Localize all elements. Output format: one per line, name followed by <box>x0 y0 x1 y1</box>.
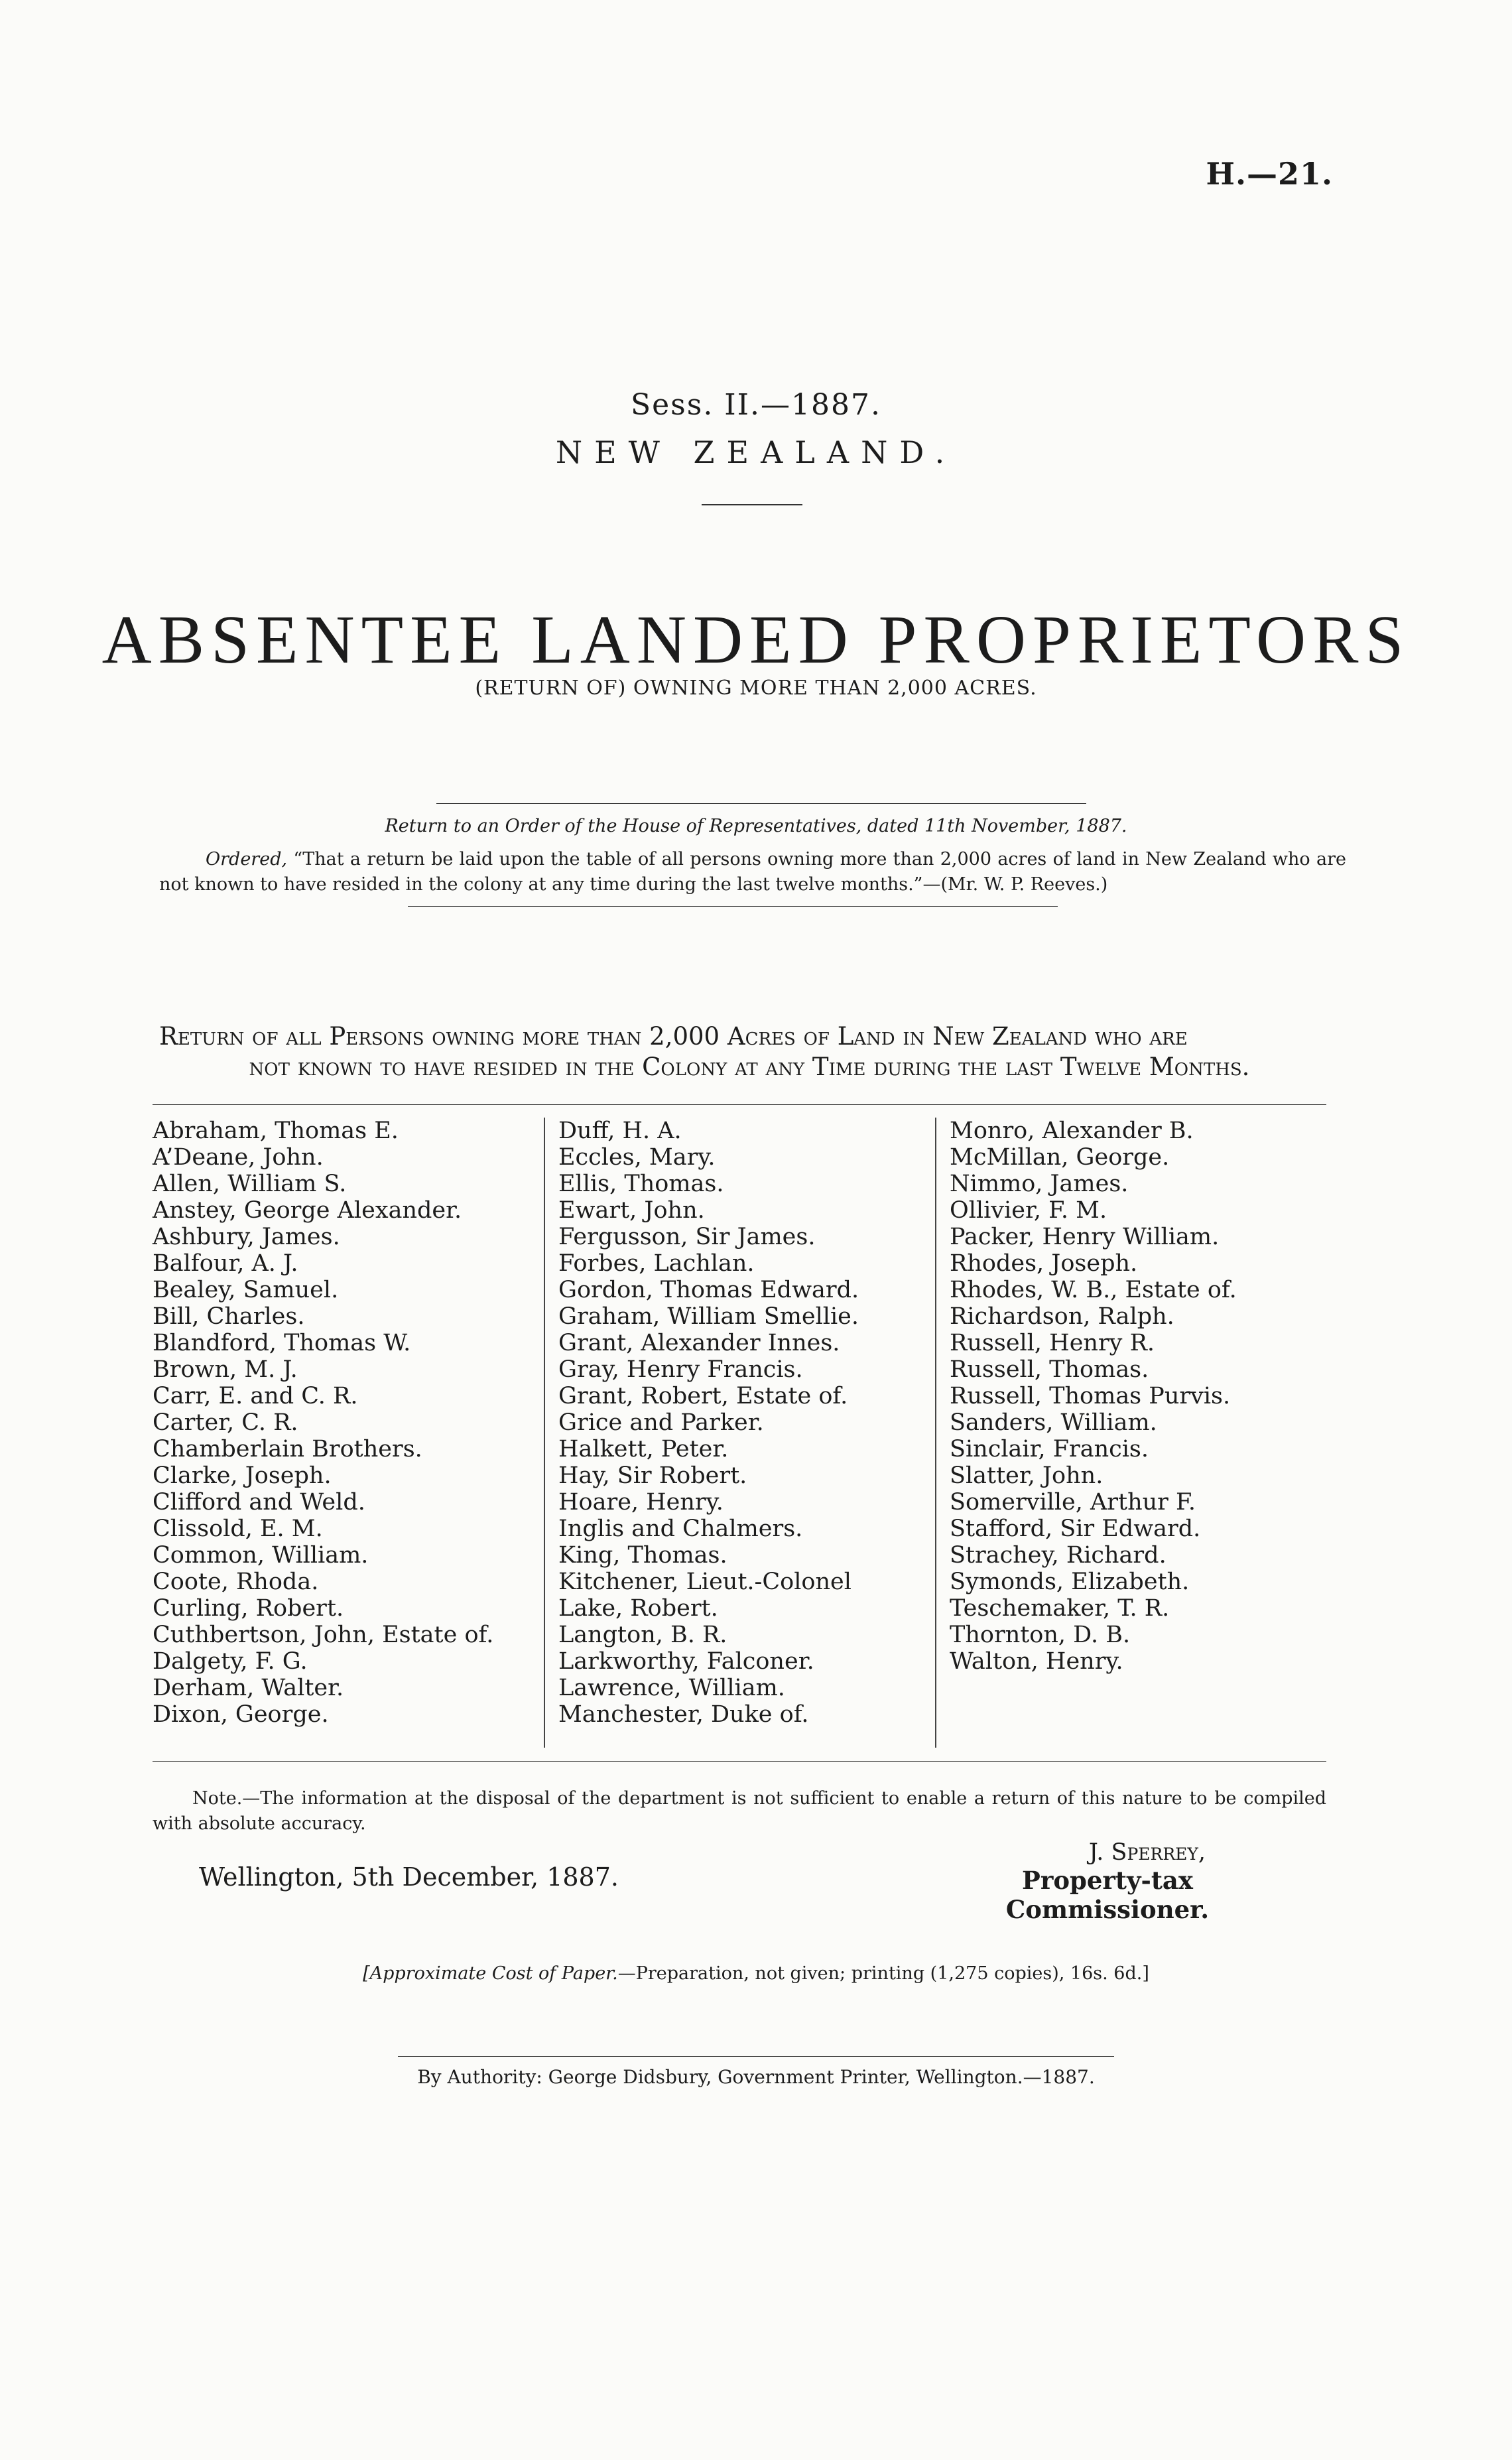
name-entry: Strachey, Richard. <box>950 1542 1166 1569</box>
divider-table-top <box>153 1104 1326 1105</box>
name-entry: Bealey, Samuel. <box>153 1277 339 1303</box>
names-table <box>153 1118 1326 1748</box>
name-entry: Chamberlain Brothers. <box>153 1436 422 1462</box>
divider-short <box>702 504 802 505</box>
name-entry: Hay, Sir Robert. <box>558 1462 747 1489</box>
cost-text: —Preparation, not given; printing (1,275 copies), 16s. 6d.] <box>617 1963 1149 1984</box>
name-entry: Grant, Alexander Innes. <box>558 1330 840 1356</box>
name-entry: Stafford, Sir Edward. <box>950 1516 1201 1542</box>
name-entry: Lawrence, William. <box>558 1675 785 1701</box>
name-entry: Larkworthy, Falconer. <box>558 1648 814 1675</box>
ordered-label: Ordered, <box>206 849 288 870</box>
country-label: NEW ZEALAND. <box>555 434 957 470</box>
name-entry: Symonds, Elizabeth. <box>950 1569 1190 1595</box>
document-title: ABSENTEE LANDED PROPRIETORS <box>101 602 1411 678</box>
order-text <box>159 847 1346 897</box>
name-entry: Sanders, William. <box>950 1409 1157 1436</box>
name-entry: Clissold, E. M. <box>153 1516 323 1542</box>
name-entry: Russell, Thomas Purvis. <box>950 1383 1231 1409</box>
name-entry: Ewart, John. <box>558 1197 705 1224</box>
name-entry: Grant, Robert, Estate of. <box>558 1383 848 1409</box>
name-entry: Monro, Alexander B. <box>950 1118 1194 1144</box>
signer-name: J. Sperrey, <box>1088 1839 1206 1866</box>
name-entry: Allen, William S. <box>153 1171 347 1197</box>
names-column-1 <box>153 1118 534 1748</box>
name-entry: Fergusson, Sir James. <box>558 1224 816 1250</box>
place-date: Wellington, 5th December, 1887. <box>199 1862 619 1892</box>
name-entry: Thornton, D. B. <box>950 1622 1131 1648</box>
name-entry: Halkett, Peter. <box>558 1436 729 1462</box>
order-reference: Return to an Order of the House of Representatives, dated 11th November, 1887. <box>385 816 1127 836</box>
name-entry: Teschemaker, T. R. <box>950 1595 1170 1622</box>
name-entry: Carter, C. R. <box>153 1409 298 1436</box>
name-entry: Russell, Henry R. <box>950 1330 1155 1356</box>
note-text: Note.—The information at the disposal of the department is not sufficient to enable a return of this nature to be compiled with absolute accuracy. <box>153 1788 1326 1834</box>
names-column-2 <box>544 1118 928 1748</box>
divider-bottom-order <box>408 906 1058 907</box>
name-entry: Eccles, Mary. <box>558 1144 716 1171</box>
name-entry: McMillan, George. <box>950 1144 1170 1171</box>
name-entry: Ellis, Thomas. <box>558 1171 724 1197</box>
name-entry: Dalgety, F. G. <box>153 1648 308 1675</box>
name-entry: Coote, Rhoda. <box>153 1569 319 1595</box>
name-entry: Brown, M. J. <box>153 1356 298 1383</box>
name-entry: Langton, B. R. <box>558 1622 727 1648</box>
name-entry: Curling, Robert. <box>153 1595 344 1622</box>
name-entry: Derham, Walter. <box>153 1675 344 1701</box>
name-entry: Walton, Henry. <box>950 1648 1123 1675</box>
name-entry: Richardson, Ralph. <box>950 1303 1174 1330</box>
name-entry: Abraham, Thomas E. <box>153 1118 399 1144</box>
cost-label: [Approximate Cost of Paper. <box>363 1963 618 1984</box>
divider-table-bottom <box>153 1761 1326 1762</box>
name-entry: Rhodes, Joseph. <box>950 1250 1138 1277</box>
name-entry: Kitchener, Lieut.-Colonel <box>558 1569 851 1595</box>
name-entry: Hoare, Henry. <box>558 1489 724 1516</box>
name-entry: Clifford and Weld. <box>153 1489 365 1516</box>
name-entry: Packer, Henry William. <box>950 1224 1220 1250</box>
return-heading-line1: Return of all Persons owning more than 2,000 Acres of Land in New Zealand who are <box>159 1022 1188 1051</box>
ordered-body: “That a return be laid upon the table of all persons owning more than 2,000 acres of land in New Zealand who are not known to have resided in the colony at any time during the last twelve months.”—(Mr. W. P. Reeves.) <box>159 849 1346 895</box>
name-entry: Lake, Robert. <box>558 1595 718 1622</box>
signer-title: Property-tax Commissioner. <box>1005 1866 1210 1924</box>
name-entry: Balfour, A. J. <box>153 1250 298 1277</box>
name-entry: Dixon, George. <box>153 1701 329 1728</box>
name-entry: Gray, Henry Francis. <box>558 1356 803 1383</box>
name-entry: King, Thomas. <box>558 1542 727 1569</box>
names-column-3 <box>935 1118 1326 1748</box>
name-entry: Bill, Charles. <box>153 1303 305 1330</box>
name-entry: Inglis and Chalmers. <box>558 1516 803 1542</box>
name-entry: Somerville, Arthur F. <box>950 1489 1196 1516</box>
cost-line <box>0 1963 1512 1984</box>
divider-authority <box>398 2056 1114 2057</box>
name-entry: Gordon, Thomas Edward. <box>558 1277 859 1303</box>
name-entry: A’Deane, John. <box>153 1144 324 1171</box>
return-heading <box>159 1021 1340 1082</box>
name-entry: Anstey, George Alexander. <box>153 1197 462 1224</box>
document-subtitle: (RETURN OF) OWNING MORE THAN 2,000 ACRES. <box>475 677 1037 700</box>
name-entry: Blandford, Thomas W. <box>153 1330 411 1356</box>
name-entry: Russell, Thomas. <box>950 1356 1149 1383</box>
return-heading-line2: not known to have resided in the Colony at any Time during the last Twelve Months. <box>249 1053 1250 1081</box>
name-entry: Ollivier, F. M. <box>950 1197 1107 1224</box>
name-entry: Rhodes, W. B., Estate of. <box>950 1277 1237 1303</box>
name-entry: Duff, H. A. <box>558 1118 682 1144</box>
authority-line: By Authority: George Didsbury, Government Printer, Wellington.—1887. <box>417 2066 1095 2088</box>
name-entry: Manchester, Duke of. <box>558 1701 809 1728</box>
name-entry: Cuthbertson, John, Estate of. <box>153 1622 494 1648</box>
name-entry: Nimmo, James. <box>950 1171 1129 1197</box>
name-entry: Carr, E. and C. R. <box>153 1383 358 1409</box>
name-entry: Ashbury, James. <box>153 1224 340 1250</box>
name-entry: Slatter, John. <box>950 1462 1103 1489</box>
session-label: Sess. II.—1887. <box>630 388 882 422</box>
name-entry: Grice and Parker. <box>558 1409 764 1436</box>
name-entry: Common, William. <box>153 1542 369 1569</box>
divider-top-order <box>436 803 1086 804</box>
name-entry: Graham, William Smellie. <box>558 1303 859 1330</box>
page-reference: H.—21. <box>1206 156 1333 192</box>
name-entry: Forbes, Lachlan. <box>558 1250 755 1277</box>
name-entry: Sinclair, Francis. <box>950 1436 1149 1462</box>
name-entry: Clarke, Joseph. <box>153 1462 332 1489</box>
